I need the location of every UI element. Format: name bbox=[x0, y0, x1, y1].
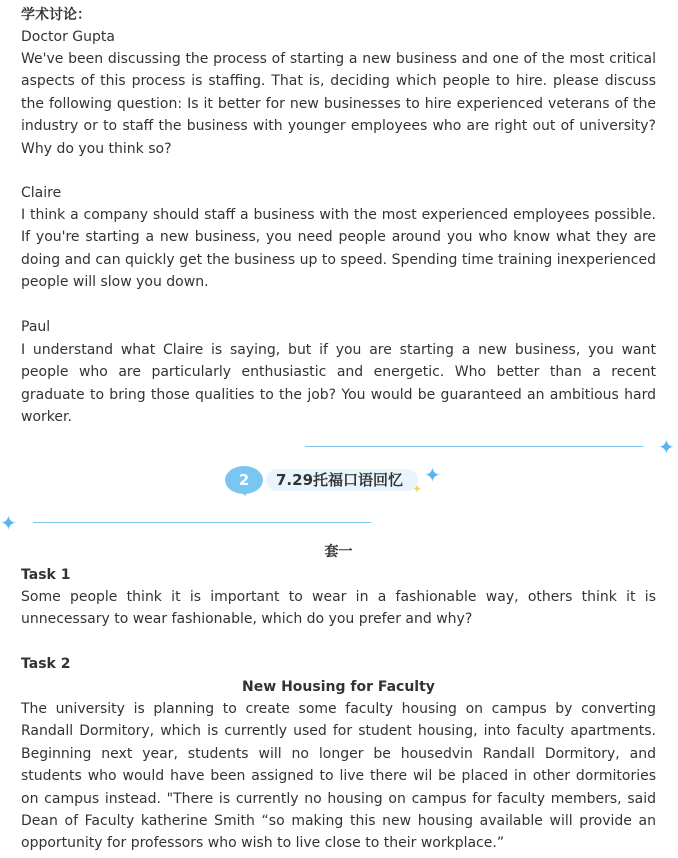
speaker-text-paul: I understand what Claire is saying, but if you are starting a new business, you want people who are particularly enthusiastic and energetic. Who better than a recent graduate to bring those qualities to the job? You would be guaranteed an ambitious hard worker. bbox=[21, 342, 656, 426]
section-number-badge: 2 bbox=[225, 466, 263, 494]
sparkle-icon: ✦ bbox=[0, 511, 17, 535]
speaker-name-claire: Claire bbox=[21, 185, 62, 201]
speaker-text-gupta: We've been discussing the process of starting a new business and one of the most critical aspects of this process is staffing. That is, deciding which people to hire. please discuss the following question: Is it better for new businesses to hire experienced veterans of the industry or to staff the business with younger employees who are right out of university? Why do you think so? bbox=[21, 51, 656, 157]
set-label: 套一 bbox=[324, 544, 353, 560]
task1-text: Some people think it is important to wear in a fashionable way, others think it is unnecessary to wear fashionable, which do you prefer and why? bbox=[21, 589, 656, 628]
task2-title: New Housing for Faculty bbox=[242, 679, 435, 695]
divider-bottom bbox=[33, 522, 371, 523]
speaker-text-claire: I think a company should staff a business with the most experienced employees possible. If you're starting a new business, you need people around you who know what they are doing and can quickly get the business up to speed. Spending time training inexperienced people will slow you down. bbox=[21, 207, 656, 291]
discussion-heading: 学术讨论： bbox=[21, 7, 91, 23]
badge-tail bbox=[240, 489, 250, 496]
sparkle-small-icon: ✦ bbox=[412, 482, 423, 496]
sparkle-icon: ✦ bbox=[424, 463, 441, 487]
speaker-name-paul: Paul bbox=[21, 319, 51, 335]
task2-label: Task 2 bbox=[21, 656, 71, 672]
sparkle-icon: ✦ bbox=[658, 435, 675, 459]
divider-top bbox=[305, 446, 643, 447]
task2-text: The university is planning to create some faculty housing on campus by converting Randall Dormitory, which is currently used for student housing, into faculty apartments. Beginning next year, students will no longer be housedvin Randall Dormitory, and students who would have been assigned to live there wil be placed in other dormitories on campus instead. "There is currently no housing on campus for faculty members, said Dean of Faculty katherine Smith “so making this new housing available will provide an opportunity for professors who wish to live close to their workplace.” bbox=[21, 701, 656, 852]
section-title: 7.29托福口语回忆 bbox=[276, 471, 404, 489]
task1-label: Task 1 bbox=[21, 567, 71, 583]
speaker-name-gupta: Doctor Gupta bbox=[21, 29, 115, 45]
